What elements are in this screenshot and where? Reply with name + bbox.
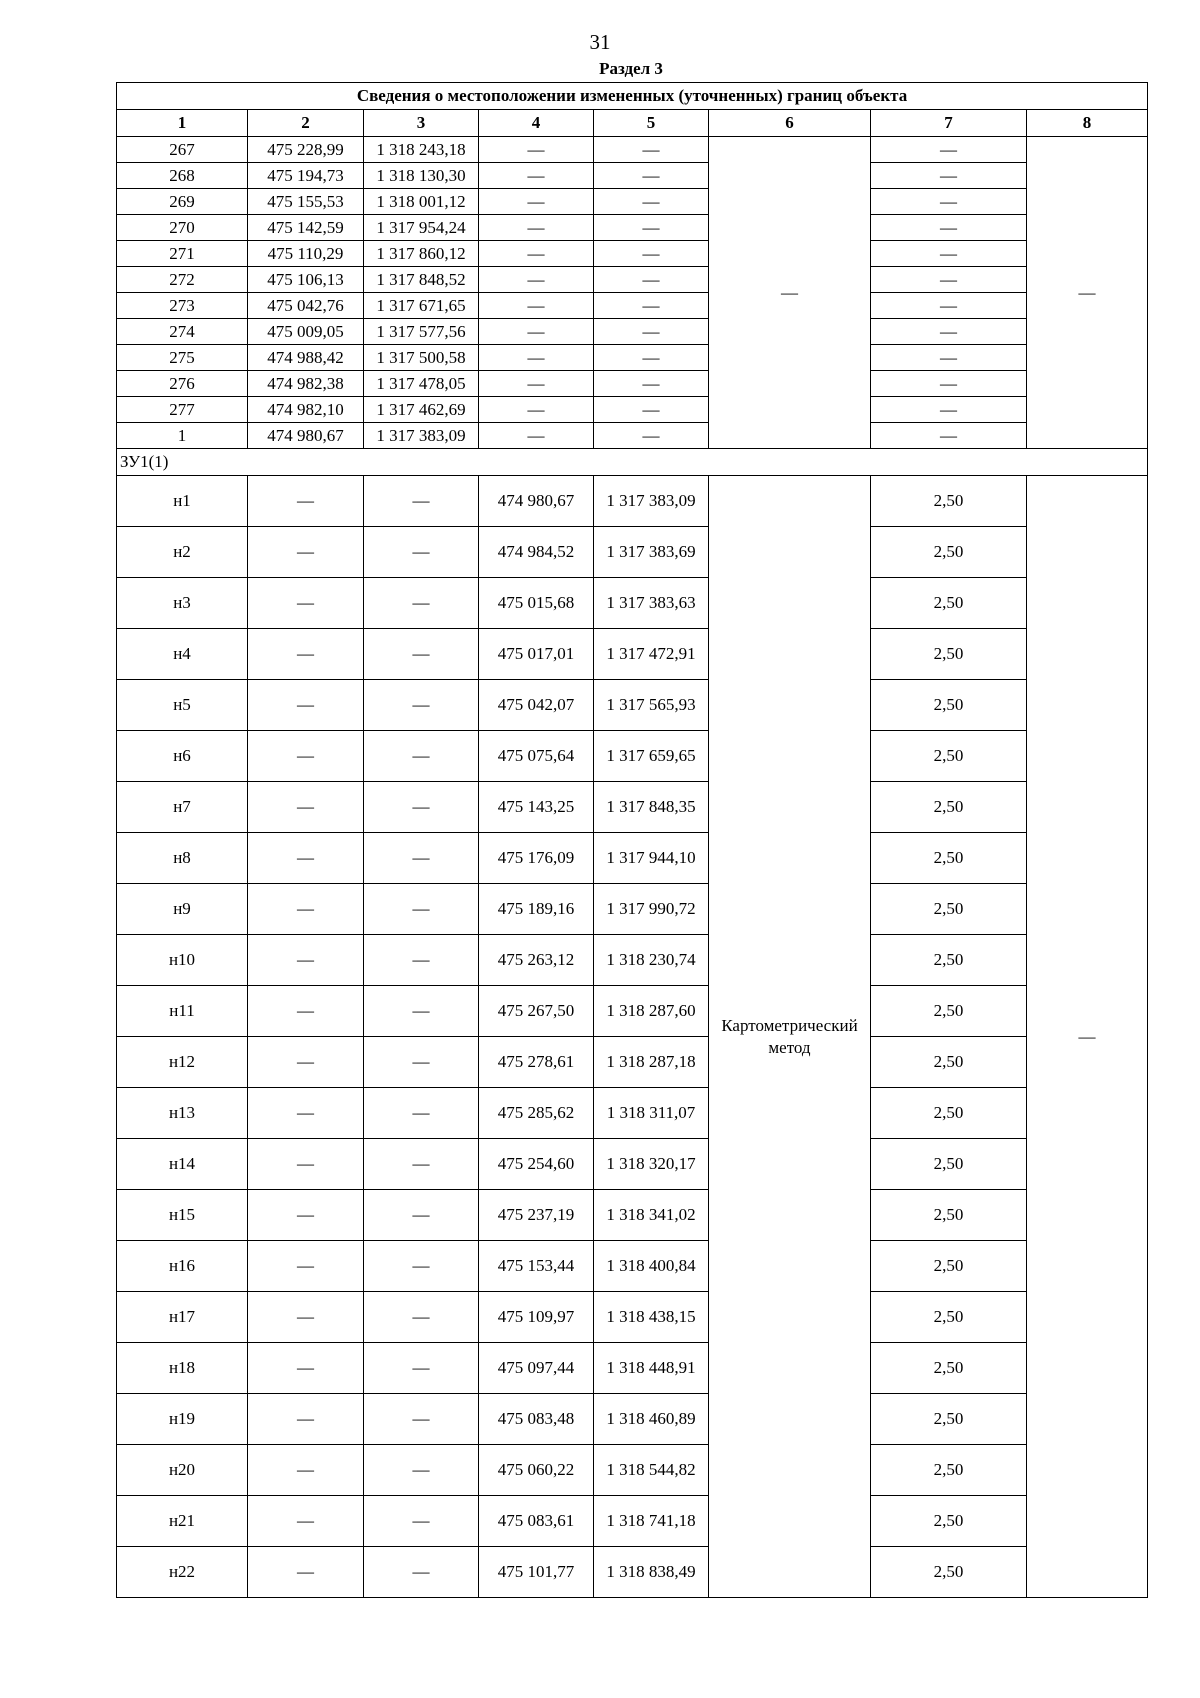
table-cell: — xyxy=(594,241,709,267)
table-cell: 475 075,64 xyxy=(479,731,594,782)
table-caption: Сведения о местоположении измененных (уточненных) границ объекта xyxy=(117,83,1148,110)
table-cell: — xyxy=(594,137,709,163)
table-cell: — xyxy=(479,241,594,267)
table-cell: н20 xyxy=(117,1445,248,1496)
table-cell: — xyxy=(248,476,364,527)
table-cell: 2,50 xyxy=(871,1394,1027,1445)
table-cell: 271 xyxy=(117,241,248,267)
table-cell: 475 237,19 xyxy=(479,1190,594,1241)
table-cell: н4 xyxy=(117,629,248,680)
table-cell: 1 317 860,12 xyxy=(364,241,479,267)
table-cell: н22 xyxy=(117,1547,248,1598)
table-cell: 276 xyxy=(117,371,248,397)
table-cell: — xyxy=(248,1292,364,1343)
table-cell: 475 254,60 xyxy=(479,1139,594,1190)
table-cell: 1 317 565,93 xyxy=(594,680,709,731)
table-cell: 475 278,61 xyxy=(479,1037,594,1088)
column-header-row xyxy=(117,110,1148,137)
table-cell: 267 xyxy=(117,137,248,163)
table-cell: 475 263,12 xyxy=(479,935,594,986)
table-cell: 1 317 577,56 xyxy=(364,319,479,345)
note-cell: — xyxy=(1027,476,1148,1598)
table-cell: 270 xyxy=(117,215,248,241)
table-cell: — xyxy=(248,1139,364,1190)
table-row xyxy=(117,578,1148,629)
table-cell: — xyxy=(364,986,479,1037)
table-cell: 475 189,16 xyxy=(479,884,594,935)
table-row xyxy=(117,267,1148,293)
table-cell: — xyxy=(594,423,709,449)
table-row xyxy=(117,215,1148,241)
table-cell: 475 009,05 xyxy=(248,319,364,345)
table-cell: — xyxy=(871,189,1027,215)
table-cell: — xyxy=(364,884,479,935)
table-cell: — xyxy=(871,319,1027,345)
table-row xyxy=(117,293,1148,319)
table-cell: 2,50 xyxy=(871,1292,1027,1343)
table-cell: — xyxy=(248,986,364,1037)
table-cell: 475 042,76 xyxy=(248,293,364,319)
table-cell: — xyxy=(364,833,479,884)
table-cell: 273 xyxy=(117,293,248,319)
table-cell: 475 101,77 xyxy=(479,1547,594,1598)
table-cell: — xyxy=(248,884,364,935)
table-cell: 2,50 xyxy=(871,884,1027,935)
table-row xyxy=(117,1088,1148,1139)
table-cell: н2 xyxy=(117,527,248,578)
table-cell: 2,50 xyxy=(871,1343,1027,1394)
table-row xyxy=(117,1343,1148,1394)
table-row xyxy=(117,884,1148,935)
table-cell: — xyxy=(364,1343,479,1394)
table-row xyxy=(117,345,1148,371)
table-cell: — xyxy=(364,476,479,527)
note-cell: — xyxy=(1027,137,1148,449)
table-cell: — xyxy=(871,241,1027,267)
table-cell: — xyxy=(479,137,594,163)
table-cell: — xyxy=(248,629,364,680)
table-cell: — xyxy=(248,1547,364,1598)
table-row xyxy=(117,1496,1148,1547)
table-cell: 1 318 400,84 xyxy=(594,1241,709,1292)
table-cell: 1 318 130,30 xyxy=(364,163,479,189)
table-cell: — xyxy=(479,345,594,371)
table-row xyxy=(117,476,1148,527)
table-cell: — xyxy=(594,345,709,371)
table-cell: 475 153,44 xyxy=(479,1241,594,1292)
table-cell: — xyxy=(871,163,1027,189)
table-cell: 268 xyxy=(117,163,248,189)
table-cell: 1 317 478,05 xyxy=(364,371,479,397)
table-cell: 474 980,67 xyxy=(248,423,364,449)
table-cell: н3 xyxy=(117,578,248,629)
table-row xyxy=(117,833,1148,884)
table-row xyxy=(117,1547,1148,1598)
table-row xyxy=(117,527,1148,578)
table-cell: 1 317 383,09 xyxy=(594,476,709,527)
group-row xyxy=(117,449,1148,476)
table-cell: — xyxy=(479,319,594,345)
table-cell: 1 318 838,49 xyxy=(594,1547,709,1598)
table-cell: — xyxy=(594,163,709,189)
column-header: 1 xyxy=(117,110,248,137)
table-row xyxy=(117,782,1148,833)
table-cell: — xyxy=(871,137,1027,163)
table-cell: — xyxy=(594,293,709,319)
table-cell: 475 267,50 xyxy=(479,986,594,1037)
table-cell: 1 318 230,74 xyxy=(594,935,709,986)
column-header: 8 xyxy=(1027,110,1148,137)
table-cell: 475 015,68 xyxy=(479,578,594,629)
table-cell: 2,50 xyxy=(871,1445,1027,1496)
table-cell: — xyxy=(594,397,709,423)
table-row xyxy=(117,371,1148,397)
table-cell: н6 xyxy=(117,731,248,782)
table-cell: 2,50 xyxy=(871,1037,1027,1088)
table-cell: 2,50 xyxy=(871,476,1027,527)
table-cell: — xyxy=(248,782,364,833)
table-cell: — xyxy=(364,782,479,833)
table-cell: 474 984,52 xyxy=(479,527,594,578)
table-cell: 1 318 448,91 xyxy=(594,1343,709,1394)
table-row xyxy=(117,319,1148,345)
table-cell: — xyxy=(594,189,709,215)
table-cell: н7 xyxy=(117,782,248,833)
table-row xyxy=(117,1241,1148,1292)
table-cell: — xyxy=(479,397,594,423)
table-cell: 2,50 xyxy=(871,935,1027,986)
table-cell: 1 318 438,15 xyxy=(594,1292,709,1343)
table-cell: 475 110,29 xyxy=(248,241,364,267)
method-cell: — xyxy=(709,137,871,449)
table-cell: 2,50 xyxy=(871,680,1027,731)
table-row xyxy=(117,1394,1148,1445)
table-cell: — xyxy=(479,267,594,293)
table-cell: н5 xyxy=(117,680,248,731)
table-cell: 1 317 848,52 xyxy=(364,267,479,293)
table-row xyxy=(117,1139,1148,1190)
table-cell: — xyxy=(479,189,594,215)
table-cell: — xyxy=(479,215,594,241)
table-cell: — xyxy=(364,1445,479,1496)
column-header: 6 xyxy=(709,110,871,137)
table-cell: 1 317 383,69 xyxy=(594,527,709,578)
table-row xyxy=(117,397,1148,423)
table-cell: — xyxy=(248,731,364,782)
table-cell: — xyxy=(364,935,479,986)
table-cell: 1 317 462,69 xyxy=(364,397,479,423)
table-cell: — xyxy=(871,293,1027,319)
table-cell: н18 xyxy=(117,1343,248,1394)
table-cell: — xyxy=(871,371,1027,397)
table-cell: — xyxy=(479,163,594,189)
table-cell: 1 317 944,10 xyxy=(594,833,709,884)
table-cell: 475 228,99 xyxy=(248,137,364,163)
table-cell: 272 xyxy=(117,267,248,293)
table-cell: — xyxy=(364,680,479,731)
table-cell: 1 318 544,82 xyxy=(594,1445,709,1496)
table-cell: — xyxy=(248,578,364,629)
table-row xyxy=(117,1292,1148,1343)
table-cell: 475 285,62 xyxy=(479,1088,594,1139)
table-cell: — xyxy=(248,935,364,986)
table-cell: 1 318 001,12 xyxy=(364,189,479,215)
table-cell: 2,50 xyxy=(871,986,1027,1037)
table-cell: 1 317 848,35 xyxy=(594,782,709,833)
table-cell: н12 xyxy=(117,1037,248,1088)
table-cell: — xyxy=(364,1037,479,1088)
table-cell: 1 318 460,89 xyxy=(594,1394,709,1445)
table-cell: — xyxy=(248,1037,364,1088)
table-cell: 1 318 243,18 xyxy=(364,137,479,163)
table-cell: — xyxy=(248,833,364,884)
table-cell: — xyxy=(248,1190,364,1241)
table-cell: — xyxy=(364,1394,479,1445)
table-cell: 475 042,07 xyxy=(479,680,594,731)
table-row xyxy=(117,986,1148,1037)
table-cell: 1 318 320,17 xyxy=(594,1139,709,1190)
table-cell: 475 017,01 xyxy=(479,629,594,680)
table-cell: — xyxy=(364,1292,479,1343)
table-cell: 2,50 xyxy=(871,1190,1027,1241)
table-cell: — xyxy=(248,1241,364,1292)
table-cell: — xyxy=(594,267,709,293)
table-cell: — xyxy=(248,1496,364,1547)
table-cell: 2,50 xyxy=(871,1139,1027,1190)
table-cell: — xyxy=(364,731,479,782)
table-cell: 475 194,73 xyxy=(248,163,364,189)
table-cell: н1 xyxy=(117,476,248,527)
table-cell: 2,50 xyxy=(871,1496,1027,1547)
table-cell: н10 xyxy=(117,935,248,986)
table-cell: 277 xyxy=(117,397,248,423)
table-cell: н11 xyxy=(117,986,248,1037)
table-cell: 475 176,09 xyxy=(479,833,594,884)
table-cell: 475 060,22 xyxy=(479,1445,594,1496)
table-row xyxy=(117,629,1148,680)
table-cell: — xyxy=(594,319,709,345)
table-cell: — xyxy=(364,1088,479,1139)
table-cell: 474 988,42 xyxy=(248,345,364,371)
table-cell: — xyxy=(364,1547,479,1598)
table-row xyxy=(117,680,1148,731)
table-cell: 2,50 xyxy=(871,731,1027,782)
section-title: Раздел 3 xyxy=(599,59,663,78)
table-cell: 1 318 741,18 xyxy=(594,1496,709,1547)
table-cell: 275 xyxy=(117,345,248,371)
table-row xyxy=(117,935,1148,986)
table-cell: 2,50 xyxy=(871,527,1027,578)
table-row xyxy=(117,1445,1148,1496)
table-cell: — xyxy=(871,423,1027,449)
group-label: ЗУ1(1) xyxy=(117,449,1148,476)
table-cell: 1 318 287,60 xyxy=(594,986,709,1037)
table-cell: н19 xyxy=(117,1394,248,1445)
table-row xyxy=(117,241,1148,267)
table-cell: — xyxy=(479,293,594,319)
table-cell: 1 317 383,09 xyxy=(364,423,479,449)
table-cell: — xyxy=(364,629,479,680)
table-cell: н9 xyxy=(117,884,248,935)
table-cell: 1 318 311,07 xyxy=(594,1088,709,1139)
column-header: 2 xyxy=(248,110,364,137)
table-cell: н16 xyxy=(117,1241,248,1292)
table-cell: 1 317 472,91 xyxy=(594,629,709,680)
table-cell: — xyxy=(871,345,1027,371)
table-cell: — xyxy=(248,1445,364,1496)
table-row xyxy=(117,423,1148,449)
column-header: 5 xyxy=(594,110,709,137)
table-cell: 474 982,38 xyxy=(248,371,364,397)
table-cell: — xyxy=(364,1139,479,1190)
table-cell: — xyxy=(364,1190,479,1241)
table-cell: — xyxy=(364,527,479,578)
table-cell: 2,50 xyxy=(871,578,1027,629)
table-cell: 475 143,25 xyxy=(479,782,594,833)
table-cell: — xyxy=(248,1088,364,1139)
column-header: 4 xyxy=(479,110,594,137)
table-cell: 475 097,44 xyxy=(479,1343,594,1394)
table-cell: 269 xyxy=(117,189,248,215)
table-cell: 475 142,59 xyxy=(248,215,364,241)
table-cell: 1 xyxy=(117,423,248,449)
page-number: 31 xyxy=(589,30,611,54)
table-cell: 475 155,53 xyxy=(248,189,364,215)
table-cell: 475 083,61 xyxy=(479,1496,594,1547)
table-cell: — xyxy=(364,578,479,629)
table-cell: 2,50 xyxy=(871,1088,1027,1139)
table-cell: — xyxy=(871,267,1027,293)
column-header: 3 xyxy=(364,110,479,137)
table-cell: 1 317 383,63 xyxy=(594,578,709,629)
table-cell: — xyxy=(364,1496,479,1547)
table-cell: 474 980,67 xyxy=(479,476,594,527)
table-cell: — xyxy=(364,1241,479,1292)
table-cell: 1 317 954,24 xyxy=(364,215,479,241)
table-cell: 2,50 xyxy=(871,782,1027,833)
table-row xyxy=(117,137,1148,163)
table-cell: 1 318 287,18 xyxy=(594,1037,709,1088)
table-row xyxy=(117,1190,1148,1241)
table-cell: н21 xyxy=(117,1496,248,1547)
table-cell: 475 083,48 xyxy=(479,1394,594,1445)
table-cell: 2,50 xyxy=(871,833,1027,884)
table-cell: н17 xyxy=(117,1292,248,1343)
table-cell: н8 xyxy=(117,833,248,884)
table-cell: — xyxy=(479,423,594,449)
table-cell: 1 317 671,65 xyxy=(364,293,479,319)
table-cell: 2,50 xyxy=(871,1547,1027,1598)
table-cell: 1 317 500,58 xyxy=(364,345,479,371)
table-row xyxy=(117,731,1148,782)
table-cell: — xyxy=(248,680,364,731)
table-cell: 2,50 xyxy=(871,1241,1027,1292)
table-row xyxy=(117,189,1148,215)
table-cell: 1 317 659,65 xyxy=(594,731,709,782)
table-cell: 475 106,13 xyxy=(248,267,364,293)
table-cell: — xyxy=(871,397,1027,423)
table-cell: — xyxy=(594,215,709,241)
table-row xyxy=(117,163,1148,189)
column-header: 7 xyxy=(871,110,1027,137)
table-cell: 2,50 xyxy=(871,629,1027,680)
table-cell: — xyxy=(871,215,1027,241)
table-cell: н13 xyxy=(117,1088,248,1139)
table-row xyxy=(117,1037,1148,1088)
table-cell: 1 317 990,72 xyxy=(594,884,709,935)
coordinates-table xyxy=(116,82,1148,1598)
table-cell: — xyxy=(248,527,364,578)
table-cell: 274 xyxy=(117,319,248,345)
table-cell: — xyxy=(248,1343,364,1394)
table-cell: н15 xyxy=(117,1190,248,1241)
table-cell: — xyxy=(594,371,709,397)
table-cell: — xyxy=(479,371,594,397)
table-cell: 1 318 341,02 xyxy=(594,1190,709,1241)
table-cell: 475 109,97 xyxy=(479,1292,594,1343)
table-cell: н14 xyxy=(117,1139,248,1190)
method-cell: Картометрический метод xyxy=(709,476,871,1598)
table-cell: — xyxy=(248,1394,364,1445)
table-cell: 474 982,10 xyxy=(248,397,364,423)
